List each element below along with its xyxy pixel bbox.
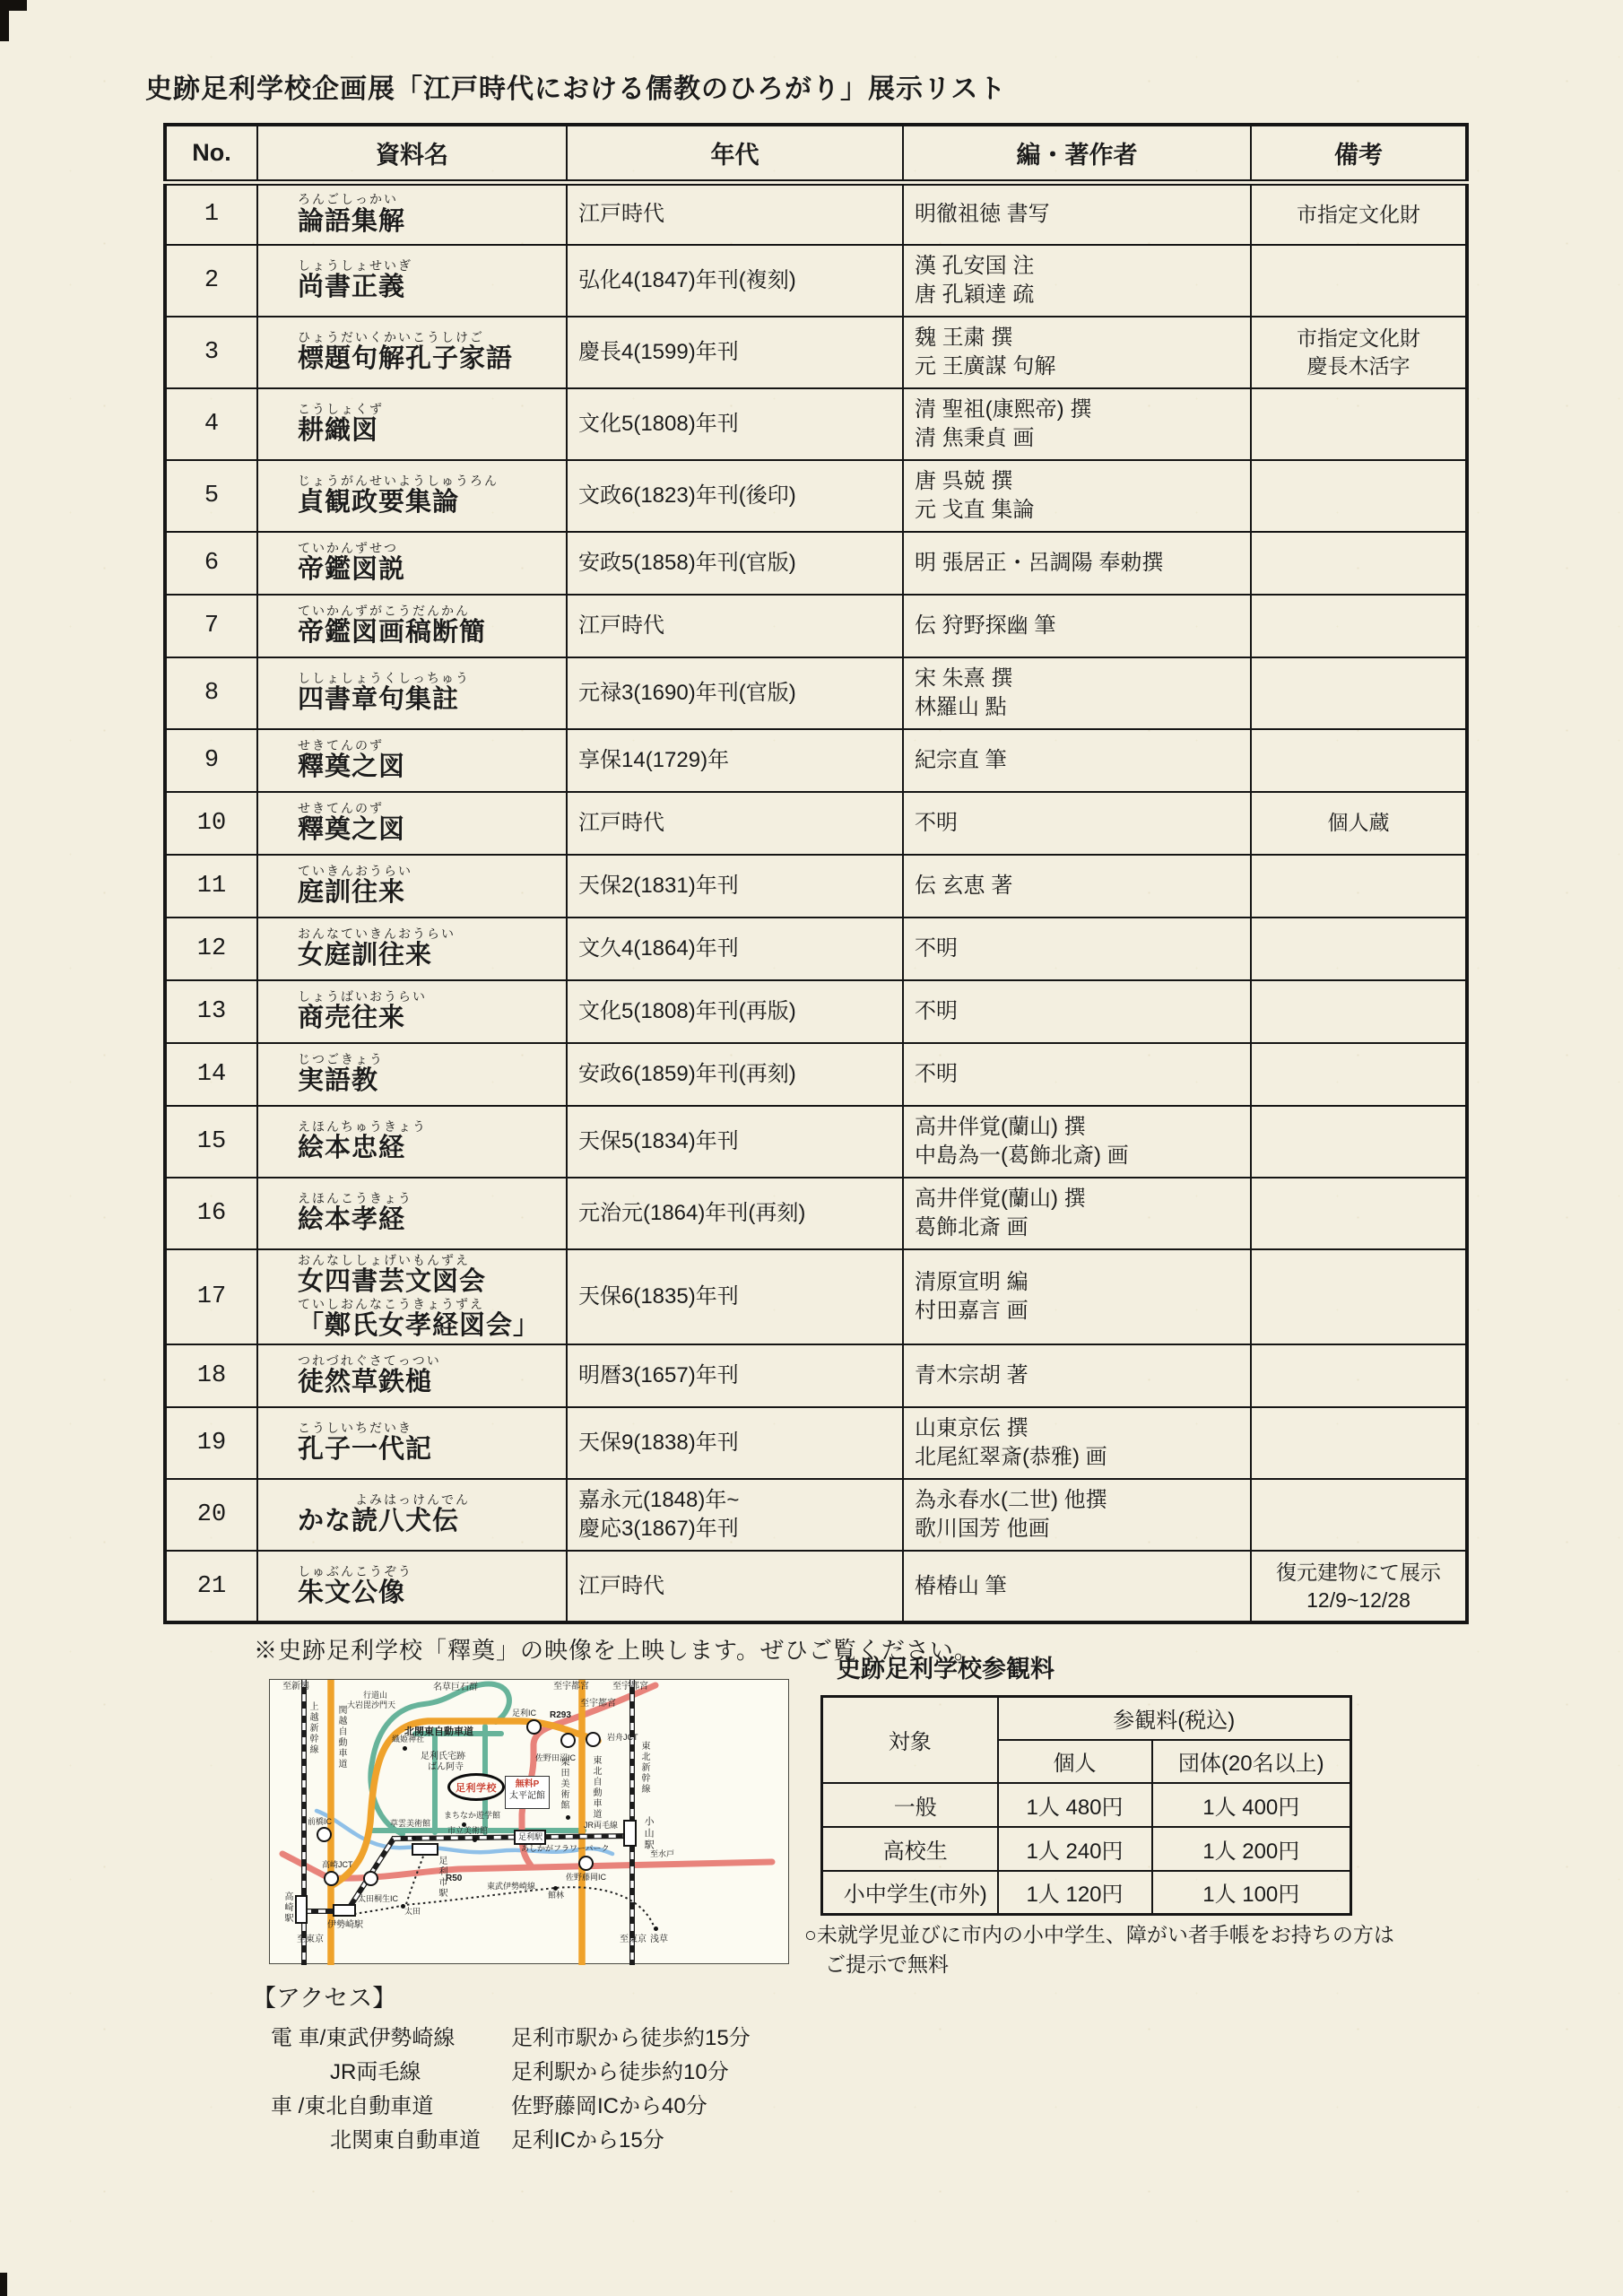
fee-individual: 1人 120円 [998, 1871, 1152, 1915]
map-label: 太田 [404, 1907, 421, 1916]
fee-header-fee: 参観料(税込) [998, 1697, 1351, 1740]
exhibit-no: 2 [165, 245, 257, 317]
exhibit-name-reading: つれづれぐさてっつい [298, 1353, 441, 1369]
fee-individual: 1人 240円 [998, 1827, 1152, 1871]
exhibit-name [257, 729, 567, 792]
sanotanuma-ic [560, 1733, 576, 1748]
exhibit-remarks [1251, 1344, 1467, 1407]
exhibit-name-text: 徒然草鉄槌 [298, 1368, 433, 1397]
fee-header-individual: 個人 [998, 1740, 1152, 1783]
map-label: 名草巨石群 [433, 1683, 478, 1692]
exhibit-era: 天保2(1831)年刊 [567, 855, 903, 918]
exhibit-era: 江戸時代 [567, 595, 903, 657]
map-label: 織姫神社 [392, 1735, 425, 1744]
exhibit-era: 嘉永元(1848)年~ 慶応3(1867)年刊 [567, 1479, 903, 1551]
exhibit-name-reading: えほんこうきょう [298, 1191, 412, 1206]
map-label: 東北自動車道 [591, 1755, 601, 1820]
map-label: 草雲美術館 [390, 1819, 431, 1828]
exhibit-no: 1 [165, 182, 257, 245]
map-label: 至宇都宮 [553, 1682, 589, 1692]
exhibit-name [257, 1551, 567, 1622]
exhibit-era: 安政5(1858)年刊(官版) [567, 532, 903, 595]
exhibit-remarks [1251, 460, 1467, 532]
exhibit-remarks: 復元建物にて展示 12/9~12/28 [1251, 1551, 1467, 1622]
map-label: 岩舟JCT [607, 1733, 638, 1742]
takasaki-station [295, 1895, 308, 1924]
exhibit-name [257, 245, 567, 317]
map-label: 小山駅 [643, 1816, 655, 1851]
exhibit-era: 安政6(1859)年刊(再刻) [567, 1043, 903, 1106]
exhibit-name-reading: えほんちゅうきょう [298, 1119, 427, 1135]
exhibit-era: 江戸時代 [567, 182, 903, 245]
exhibit-row [165, 1043, 1467, 1106]
exhibit-name-reading: しょうしょせいぎ [298, 258, 412, 274]
exhibit-name-text: 庭訓往来 [298, 878, 406, 908]
exhibit-no: 7 [165, 595, 257, 657]
taiheikikan-marker: 無料P 太平記館 [505, 1776, 550, 1809]
exhibit-no: 16 [165, 1178, 257, 1249]
exhibit-name-text: 孔子一代記 [298, 1435, 433, 1465]
map-label: 浅草 [650, 1935, 668, 1944]
exhibit-name [257, 1043, 567, 1106]
exhibit-name [257, 1178, 567, 1249]
col-header-no: No. [165, 125, 257, 182]
map-label: 足利IC [512, 1709, 537, 1718]
map-label: 至水戸 [650, 1849, 675, 1858]
page-title: 史跡足利学校企画展「江戸時代における儒教のひろがり」展示リスト [145, 74, 1007, 104]
exhibit-name-text: 帝鑑図説 [298, 555, 406, 585]
exhibit-no: 18 [165, 1344, 257, 1407]
exhibit-name-text: 論語集解 [298, 206, 406, 236]
exhibit-row [165, 918, 1467, 980]
ashikaga-school-marker: 足利学校 [447, 1773, 505, 1801]
map-label: 至宇都宮 [612, 1682, 648, 1692]
exhibit-name-reading: せきてんのず [298, 801, 384, 816]
exhibit-row [165, 595, 1467, 657]
exhibit-name-text: 四書章句集註 [298, 685, 460, 715]
exhibit-row [165, 792, 1467, 855]
exhibit-remarks [1251, 245, 1467, 317]
fee-note [804, 1920, 1394, 1980]
col-header-era: 年代 [567, 125, 903, 182]
access-row [271, 2086, 816, 2120]
exhibit-name-text: 釋奠之図 [298, 815, 406, 845]
exhibit-name [257, 182, 567, 245]
map-label: 至宇都宮 [580, 1699, 616, 1709]
map-label: まちなか遊学館 [444, 1811, 501, 1820]
exhibit-era: 江戸時代 [567, 792, 903, 855]
map-label: 前橋IC [308, 1817, 333, 1826]
exhibit-era: 江戸時代 [567, 1551, 903, 1622]
map-label: 太田桐生IC [358, 1894, 399, 1903]
map-label: 館林 [548, 1891, 565, 1900]
exhibit-name [257, 1106, 567, 1178]
exhibit-era: 享保14(1729)年 [567, 729, 903, 792]
exhibit-name [257, 1344, 567, 1407]
access-row [271, 2052, 816, 2086]
exhibit-name-text: 帝鑑図画稿断簡 [298, 618, 487, 648]
exhibit-name-reading: じつごきょう [298, 1052, 384, 1067]
access-detail: 足利駅から徒歩約10分 [511, 2059, 729, 2084]
exhibit-author: 為永春水(二世) 他撰 歌川国芳 他画 [903, 1479, 1251, 1551]
exhibit-name-reading: ていしおんなこうきょうずえ [298, 1296, 484, 1311]
exhibit-name [257, 1249, 567, 1344]
exhibit-no: 5 [165, 460, 257, 532]
exhibit-author: 青木宗胡 著 [903, 1344, 1251, 1407]
exhibit-author: 伝 玄恵 著 [903, 855, 1251, 918]
exhibit-row [165, 1407, 1467, 1479]
fee-target: 小中学生(市外) [822, 1871, 998, 1915]
exhibit-row [165, 1344, 1467, 1407]
map-label: 高崎JCT [322, 1860, 353, 1869]
map-label: 栗田美術館 [559, 1757, 568, 1811]
exhibit-name [257, 1407, 567, 1479]
exhibit-author: 不明 [903, 980, 1251, 1043]
map-label: あしかがフラワーパーク [521, 1844, 610, 1853]
exhibit-row [165, 388, 1467, 460]
exhibit-name [257, 980, 567, 1043]
map-label: 伊勢崎駅 [327, 1920, 363, 1930]
exhibit-era: 文化5(1808)年刊(再版) [567, 980, 903, 1043]
col-header-name: 資料名 [257, 125, 567, 182]
exhibit-name [257, 792, 567, 855]
fee-row [822, 1783, 1351, 1827]
exhibit-name-text: 尚書正義 [298, 273, 406, 302]
fees-title: 史跡足利学校参観料 [837, 1656, 1055, 1683]
access-table [271, 2018, 816, 2154]
exhibit-no: 13 [165, 980, 257, 1043]
exhibit-table [163, 123, 1469, 1624]
exhibit-remarks: 個人蔵 [1251, 792, 1467, 855]
exhibit-name [257, 1479, 567, 1551]
exhibit-remarks [1251, 1249, 1467, 1344]
map-label: 佐野田沼IC [535, 1753, 577, 1762]
sanofujioka-ic [578, 1856, 594, 1871]
ashikagashi-station [412, 1843, 438, 1856]
exhibit-author: 魏 王粛 撰 元 王廣謀 句解 [903, 317, 1251, 388]
exhibit-author: 漢 孔安国 注 唐 孔穎達 疏 [903, 245, 1251, 317]
exhibit-name [257, 317, 567, 388]
exhibit-author: 高井伴覚(蘭山) 撰 葛飾北斎 画 [903, 1178, 1251, 1249]
exhibit-name-text: 貞観政要集論 [298, 488, 460, 517]
exhibit-name-reading: おんなていきんおうらい [298, 926, 456, 942]
access-map [269, 1679, 789, 1964]
ashikaga-ic [526, 1719, 542, 1735]
exhibit-no: 9 [165, 729, 257, 792]
exhibit-no: 8 [165, 657, 257, 729]
exhibit-era: 弘化4(1847)年刊(複刻) [567, 245, 903, 317]
exhibit-author: 清原宣明 編 村田嘉言 画 [903, 1249, 1251, 1344]
exhibit-author: 宋 朱熹 撰 林羅山 點 [903, 657, 1251, 729]
exhibit-name [257, 918, 567, 980]
exhibit-no: 4 [165, 388, 257, 460]
exhibit-author: 不明 [903, 1043, 1251, 1106]
exhibit-no: 17 [165, 1249, 257, 1344]
map-label: 足利市駅 [437, 1856, 447, 1899]
map-label: 行道山 [363, 1691, 388, 1700]
exhibit-author: 不明 [903, 792, 1251, 855]
iwafune-jct [586, 1732, 601, 1747]
exhibit-remarks [1251, 855, 1467, 918]
access-title: 【アクセス】 [252, 1985, 397, 2012]
exhibit-row [165, 532, 1467, 595]
exhibit-name-reading: しょうばいおうらい [298, 989, 427, 1004]
isesaki-station [333, 1904, 356, 1917]
exhibit-name-reading: こうしょくず [298, 402, 384, 417]
exhibit-remarks [1251, 980, 1467, 1043]
fee-note-line: ご提示で無料 [804, 1952, 949, 1977]
exhibit-no: 14 [165, 1043, 257, 1106]
exhibit-name-reading: ていかんずがこうだんかん [298, 604, 470, 619]
exhibit-name-text: 絵本忠経 [298, 1134, 406, 1163]
exhibit-row [165, 855, 1467, 918]
map-label: 至東京 [297, 1935, 324, 1944]
access-row [271, 2120, 816, 2154]
map-poi-dot [654, 1926, 658, 1931]
map-poi-dot [473, 1838, 477, 1842]
exhibit-remarks [1251, 918, 1467, 980]
exhibit-no: 12 [165, 918, 257, 980]
exhibit-row [165, 657, 1467, 729]
map-poi-dot [412, 1836, 416, 1840]
exhibit-remarks [1251, 1106, 1467, 1178]
exhibit-name-text: 釋奠之図 [298, 752, 406, 782]
exhibit-name-reading: ししょしょうくしっちゅう [298, 671, 470, 686]
exhibit-era: 天保9(1838)年刊 [567, 1407, 903, 1479]
fee-note-line: ○未就学児並びに市内の小中学生、障がい者手帳をお持ちの方は [804, 1923, 1394, 1946]
exhibit-name-reading: ていきんおうらい [298, 864, 412, 879]
map-label: R293 [550, 1710, 571, 1720]
map-poi-dot [566, 1815, 570, 1820]
exhibit-row [165, 245, 1467, 317]
exhibit-name-reading: おんなししょげいもんずえ [298, 1253, 470, 1267]
exhibit-name [257, 532, 567, 595]
exhibit-era: 元治元(1864)年刊(再刻) [567, 1178, 903, 1249]
exhibit-remarks: 市指定文化財 慶長木活字 [1251, 317, 1467, 388]
exhibit-name-reading: ろんごしっかい [298, 192, 398, 207]
exhibit-name-reading: しゅぶんこうぞう [298, 1563, 412, 1578]
map-poi-dot [403, 1746, 407, 1751]
exhibit-name-text: かな読八犬伝 [298, 1507, 460, 1536]
exhibit-author: 山東京伝 撰 北尾紅翠斎(恭雅) 画 [903, 1407, 1251, 1479]
fee-group: 1人 200円 [1152, 1827, 1351, 1871]
map-label: 大岩毘沙門天 [347, 1700, 396, 1709]
exhibit-no: 20 [165, 1479, 257, 1551]
map-label: 至新潟 [282, 1682, 309, 1692]
exhibit-name-text: 女庭訓往来 [298, 941, 433, 970]
exhibit-author: 椿椿山 筆 [903, 1551, 1251, 1622]
exhibit-name-text: 標題句解孔子家語 [298, 344, 514, 374]
exhibit-era: 天保5(1834)年刊 [567, 1106, 903, 1178]
exhibit-name [257, 595, 567, 657]
exhibit-row [165, 460, 1467, 532]
scan-artifact [0, 0, 9, 41]
exhibit-row [165, 1479, 1467, 1551]
exhibit-no: 10 [165, 792, 257, 855]
exhibit-author: 明徹祖徳 書写 [903, 182, 1251, 245]
exhibit-name [257, 388, 567, 460]
exhibit-remarks [1251, 657, 1467, 729]
exhibit-era: 文久4(1864)年刊 [567, 918, 903, 980]
exhibit-no: 3 [165, 317, 257, 388]
exhibit-remarks [1251, 595, 1467, 657]
map-label: 足利駅 [518, 1832, 543, 1841]
map-label: 関越自動車道 [336, 1705, 346, 1770]
exhibit-era: 慶長4(1599)年刊 [567, 317, 903, 388]
fee-group: 1人 400円 [1152, 1783, 1351, 1827]
exhibit-remarks: 市指定文化財 [1251, 182, 1467, 245]
exhibit-name-text: 絵本孝経 [298, 1205, 406, 1235]
exhibit-name [257, 657, 567, 729]
exhibit-author: 不明 [903, 918, 1251, 980]
map-label: 市立美術館 [447, 1826, 489, 1835]
exhibit-remarks [1251, 532, 1467, 595]
exhibit-author: 清 聖祖(康熙帝) 撰 清 焦秉貞 画 [903, 388, 1251, 460]
exhibit-name-reading: せきてんのず [298, 738, 384, 753]
access-method: JR両毛線 [330, 2059, 421, 2084]
exhibit-name-text: 朱文公像 [298, 1578, 406, 1607]
map-label: 東北新幹線 [639, 1741, 649, 1795]
map-label: 足利氏宅跡 [421, 1752, 465, 1761]
exhibit-era: 明暦3(1657)年刊 [567, 1344, 903, 1407]
exhibit-row [165, 729, 1467, 792]
exhibit-name-reading: こうしいちだいき [298, 1421, 412, 1436]
access-method: 車 /東北自動車道 [271, 2093, 434, 2118]
exhibit-remarks [1251, 388, 1467, 460]
oyama-station [623, 1820, 637, 1847]
exhibit-row [165, 317, 1467, 388]
exhibit-era: 文化5(1808)年刊 [567, 388, 903, 460]
map-label: 高崎駅 [282, 1892, 292, 1924]
exhibit-name-text: 耕織図 [298, 416, 379, 446]
exhibit-era: 天保6(1835)年刊 [567, 1249, 903, 1344]
exhibit-author: 唐 呉兢 撰 元 戈直 集論 [903, 460, 1251, 532]
exhibit-author: 明 張居正・呂調陽 奉勅撰 [903, 532, 1251, 595]
fee-target: 高校生 [822, 1827, 998, 1871]
fee-header-group: 団体(20名以上) [1152, 1740, 1351, 1783]
exhibit-name-reading: じょうがんせいようしゅうろん [298, 474, 499, 489]
exhibit-header-row [165, 125, 1467, 182]
exhibit-remarks [1251, 1479, 1467, 1551]
exhibit-row [165, 182, 1467, 245]
exhibit-name-reading: ていかんずせつ [298, 541, 398, 556]
fee-row [822, 1871, 1351, 1915]
exhibit-name-text: 「鄭氏女孝経図会」 [298, 1310, 541, 1340]
exhibit-no: 19 [165, 1407, 257, 1479]
exhibit-remarks [1251, 1043, 1467, 1106]
exhibit-name-reading: ひょうだいくかいこうしけご [298, 330, 484, 345]
map-label: 北関東自動車道 [404, 1726, 473, 1737]
access-detail: 足利市駅から徒歩約15分 [511, 2025, 751, 2050]
fee-table [820, 1695, 1352, 1916]
exhibit-no: 11 [165, 855, 257, 918]
fee-individual: 1人 480円 [998, 1783, 1152, 1827]
access-row [271, 2018, 816, 2052]
fee-row [822, 1827, 1351, 1871]
ota-kiryu-ic [363, 1871, 378, 1886]
exhibit-name [257, 460, 567, 532]
map-label: 上越新幹線 [308, 1701, 317, 1755]
exhibit-row [165, 1178, 1467, 1249]
fee-group: 1人 100円 [1152, 1871, 1351, 1915]
map-label: 佐野藤岡IC [566, 1873, 607, 1882]
exhibit-name-reading: よみはっけんでん [355, 1492, 470, 1508]
scan-artifact [0, 2273, 7, 2296]
exhibit-remarks [1251, 1178, 1467, 1249]
map-label: ばん阿寺 [428, 1762, 464, 1772]
takasaki-jct [324, 1871, 339, 1886]
exhibit-row [165, 1106, 1467, 1178]
exhibit-no: 6 [165, 532, 257, 595]
access-detail: 佐野藤岡ICから40分 [511, 2093, 707, 2118]
exhibit-row [165, 1249, 1467, 1344]
exhibit-remarks [1251, 1407, 1467, 1479]
exhibit-era: 元禄3(1690)年刊(官版) [567, 657, 903, 729]
exhibit-author: 高井伴覚(蘭山) 撰 中島為一(葛飾北斎) 画 [903, 1106, 1251, 1178]
table-note: ※史跡足利学校「釋奠」の映像を上映します。ぜひご覧ください。 [254, 1637, 978, 1664]
map-label: 至東京 [620, 1935, 647, 1944]
maebashi-ic [317, 1827, 332, 1842]
exhibit-no: 15 [165, 1106, 257, 1178]
access-detail: 足利ICから15分 [511, 2127, 664, 2152]
map-label: 東武伊勢崎線 [487, 1882, 536, 1891]
exhibit-name [257, 855, 567, 918]
fee-target: 一般 [822, 1783, 998, 1827]
exhibit-name-text: 商売往来 [298, 1004, 406, 1033]
exhibit-row [165, 980, 1467, 1043]
exhibit-row [165, 1551, 1467, 1622]
exhibit-author: 紀宗直 筆 [903, 729, 1251, 792]
exhibit-remarks [1251, 729, 1467, 792]
exhibit-name-text: 実語教 [298, 1066, 379, 1096]
exhibit-no: 21 [165, 1551, 257, 1622]
fee-header-target: 対象 [822, 1697, 998, 1783]
map-label: R50 [446, 1874, 463, 1883]
col-header-remarks: 備考 [1251, 125, 1467, 182]
map-label: JR両毛線 [584, 1821, 618, 1830]
access-method: 電 車/東武伊勢崎線 [271, 2025, 456, 2050]
exhibit-name-text: 女四書芸文図会 [298, 1267, 487, 1297]
col-header-author: 編・著作者 [903, 125, 1251, 182]
exhibit-author: 伝 狩野探幽 筆 [903, 595, 1251, 657]
exhibit-era: 文政6(1823)年刊(後印) [567, 460, 903, 532]
access-method: 北関東自動車道 [330, 2127, 481, 2152]
